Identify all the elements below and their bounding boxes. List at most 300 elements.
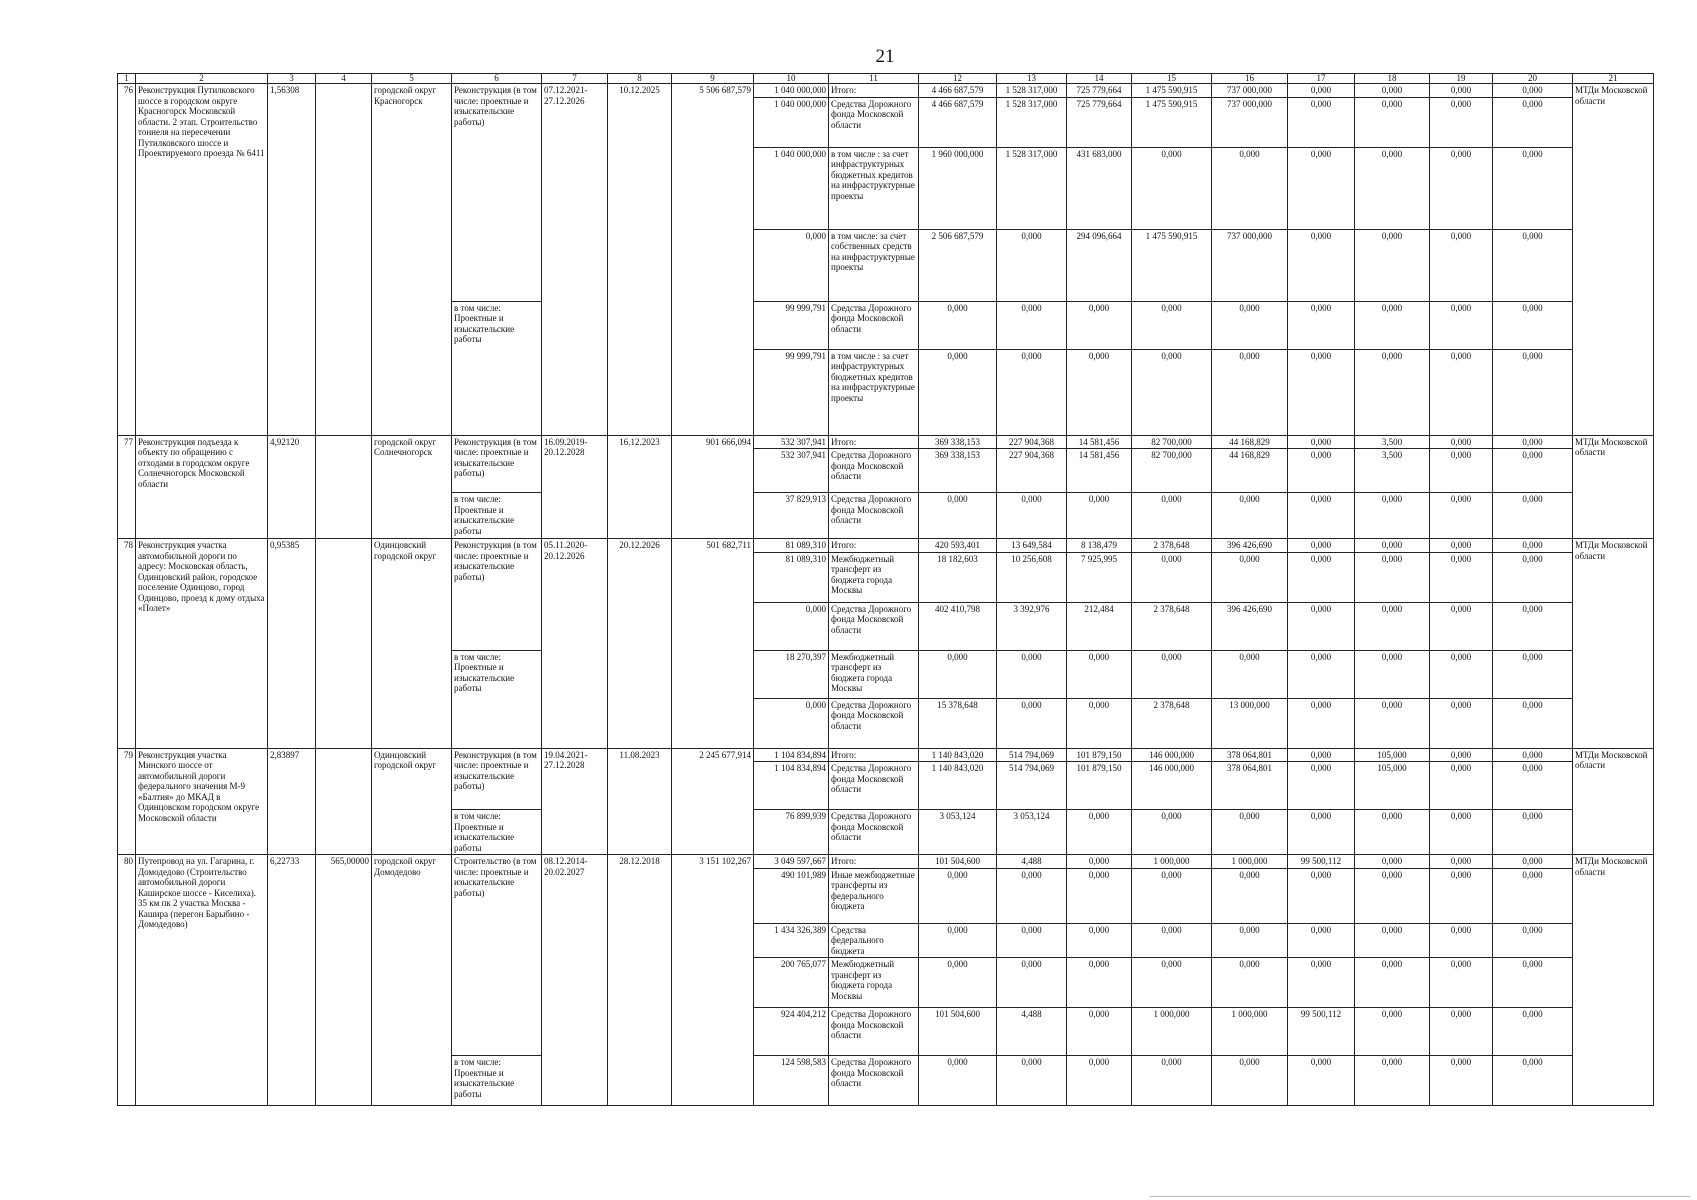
year-value: 0,000 <box>997 958 1067 1008</box>
funding-source: Средства Дорожного фонда Московской области <box>829 97 919 147</box>
year-value: 1 960 000,000 <box>919 147 997 229</box>
year-value: 0,000 <box>1355 650 1430 698</box>
work-type: в том числе: Проектные и изыскательские работы <box>452 1056 542 1106</box>
year-value: 0,000 <box>1067 868 1132 923</box>
municipality: Одинцовский городской округ <box>372 539 452 749</box>
funding-source: Межбюджетный трансферт из бюджета города Москвы <box>829 958 919 1008</box>
work-period: 16.09.2019-20.12.2028 <box>542 435 608 539</box>
year-value: 3,500 <box>1355 435 1430 449</box>
funded-amount: 1 040 000,000 <box>754 147 829 229</box>
year-value: 0,000 <box>1288 301 1355 349</box>
year-value: 0,000 <box>1288 602 1355 650</box>
year-value: 725 779,664 <box>1067 97 1132 147</box>
year-value: 0,000 <box>1493 602 1573 650</box>
column-number-1: 1 <box>118 74 136 84</box>
funding-source: Средства Дорожного фонда Московской области <box>829 602 919 650</box>
year-value: 227 904,368 <box>997 449 1067 493</box>
object-name: Реконструкция Путилковского шоссе в городском округе Красногорск Московской области. 2 этап. Строительство тоннеля на пересечении Путилковского шоссе и Проектируемого проезда № 6411 <box>136 84 268 436</box>
year-value: 1 140 843,020 <box>919 762 997 810</box>
year-value: 737 000,000 <box>1212 84 1288 98</box>
year-value: 0,000 <box>1132 349 1212 435</box>
year-value: 0,000 <box>1430 552 1493 602</box>
year-value: 0,000 <box>1493 552 1573 602</box>
year-value: 0,000 <box>1493 868 1573 923</box>
year-value: 14 581,456 <box>1067 449 1132 493</box>
year-value: 0,000 <box>1493 435 1573 449</box>
year-value: 0,000 <box>1355 602 1430 650</box>
year-value: 0,000 <box>1067 855 1132 869</box>
work-period: 05.11.2020-20.12.2026 <box>542 539 608 749</box>
funding-source: Средства Дорожного фонда Московской области <box>829 493 919 539</box>
year-value: 1 000,000 <box>1132 1008 1212 1056</box>
work-type: Реконструкция (в том числе: проектные и изыскательские работы) <box>452 84 542 302</box>
funding-source: Средства Дорожного фонда Московской области <box>829 810 919 855</box>
column-number-19: 19 <box>1430 74 1493 84</box>
year-value: 0,000 <box>1288 650 1355 698</box>
funded-amount: 99 999,791 <box>754 301 829 349</box>
year-value: 2 378,648 <box>1132 698 1212 748</box>
year-value: 0,000 <box>1067 958 1132 1008</box>
year-value: 146 000,000 <box>1132 748 1212 762</box>
year-value: 146 000,000 <box>1132 762 1212 810</box>
year-value: 0,000 <box>919 868 997 923</box>
year-value: 402 410,798 <box>919 602 997 650</box>
year-value: 0,000 <box>1493 923 1573 958</box>
year-value: 0,000 <box>1212 923 1288 958</box>
year-value: 0,000 <box>1288 958 1355 1008</box>
year-value: 431 683,000 <box>1067 147 1132 229</box>
estimated-cost: 2 245 677,914 <box>672 748 754 855</box>
year-value: 0,000 <box>997 493 1067 539</box>
year-value: 0,000 <box>1430 435 1493 449</box>
object-name: Реконструкция участка автомобильной дороги по адресу: Московская область, Одинцовский район, городское поселение Одинцово, город Одинцово, проезд к дому отдыха «Полет» <box>136 539 268 749</box>
year-value: 0,000 <box>997 868 1067 923</box>
year-value: 0,000 <box>1288 552 1355 602</box>
year-value: 0,000 <box>1355 301 1430 349</box>
funded-amount: 1 434 326,389 <box>754 923 829 958</box>
year-value: 0,000 <box>997 650 1067 698</box>
year-value: 0,000 <box>997 923 1067 958</box>
municipality: городской округ Домодедово <box>372 855 452 1106</box>
work-type: в том числе: Проектные и изыскательские работы <box>452 493 542 539</box>
work-type: в том числе: Проектные и изыскательские работы <box>452 650 542 748</box>
column-number-13: 13 <box>997 74 1067 84</box>
row-number: 77 <box>118 435 136 539</box>
year-value: 1 000,000 <box>1212 1008 1288 1056</box>
year-value: 0,000 <box>997 229 1067 301</box>
row-number: 78 <box>118 539 136 749</box>
year-value: 13 000,000 <box>1212 698 1288 748</box>
area-value <box>316 539 372 749</box>
municipality: городской округ Красногорск <box>372 84 452 436</box>
year-value: 0,000 <box>1430 650 1493 698</box>
year-value: 0,000 <box>1212 810 1288 855</box>
year-value: 0,000 <box>1493 539 1573 553</box>
year-value: 0,000 <box>1132 650 1212 698</box>
year-value: 0,000 <box>1212 493 1288 539</box>
year-value: 0,000 <box>1067 349 1132 435</box>
funded-amount: 924 404,212 <box>754 1008 829 1056</box>
year-value: 99 500,112 <box>1288 855 1355 869</box>
year-value: 4,488 <box>997 1008 1067 1056</box>
funded-amount: 81 089,310 <box>754 539 829 553</box>
funding-source: Средства Дорожного фонда Московской области <box>829 449 919 493</box>
year-value: 0,000 <box>1067 650 1132 698</box>
year-value: 0,000 <box>1067 493 1132 539</box>
year-value: 1 000,000 <box>1132 855 1212 869</box>
column-number-2: 2 <box>136 74 268 84</box>
year-value: 369 338,153 <box>919 435 997 449</box>
year-value: 0,000 <box>1430 1008 1493 1056</box>
year-value: 18 182,603 <box>919 552 997 602</box>
year-value: 1 000,000 <box>1212 855 1288 869</box>
year-value: 0,000 <box>1132 147 1212 229</box>
year-value: 212,484 <box>1067 602 1132 650</box>
table-row <box>118 539 1654 553</box>
year-value: 0,000 <box>1067 698 1132 748</box>
year-value: 0,000 <box>1430 229 1493 301</box>
year-value: 0,000 <box>1288 748 1355 762</box>
year-value: 0,000 <box>1493 748 1573 762</box>
completion-date: 16.12.2023 <box>608 435 672 539</box>
year-value: 4 466 687,579 <box>919 84 997 98</box>
funding-source: Итого: <box>829 84 919 98</box>
funded-amount: 490 101,989 <box>754 868 829 923</box>
year-value: 101 879,150 <box>1067 762 1132 810</box>
year-value: 0,000 <box>1430 539 1493 553</box>
column-number-8: 8 <box>608 74 672 84</box>
column-number-12: 12 <box>919 74 997 84</box>
year-value: 0,000 <box>1288 493 1355 539</box>
length-km: 4,92120 <box>268 435 316 539</box>
year-value: 44 168,829 <box>1212 449 1288 493</box>
year-value: 737 000,000 <box>1212 229 1288 301</box>
year-value: 0,000 <box>1430 855 1493 869</box>
year-value: 0,000 <box>1493 493 1573 539</box>
year-value: 0,000 <box>1288 810 1355 855</box>
year-value: 0,000 <box>1132 958 1212 1008</box>
funded-amount: 0,000 <box>754 698 829 748</box>
year-value: 105,000 <box>1355 762 1430 810</box>
year-value: 0,000 <box>997 698 1067 748</box>
column-number-16: 16 <box>1212 74 1288 84</box>
completion-date: 11.08.2023 <box>608 748 672 855</box>
year-value: 0,000 <box>1355 84 1430 98</box>
estimated-cost: 3 151 102,267 <box>672 855 754 1106</box>
year-value: 0,000 <box>1355 958 1430 1008</box>
year-value: 0,000 <box>1067 1008 1132 1056</box>
estimated-cost: 901 666,094 <box>672 435 754 539</box>
year-value: 0,000 <box>1355 1056 1430 1106</box>
year-value: 0,000 <box>1430 762 1493 810</box>
area-value: 565,00000 <box>316 855 372 1106</box>
responsible-body: МТДи Московской области <box>1573 748 1654 855</box>
column-number-6: 6 <box>452 74 542 84</box>
year-value: 1 140 843,020 <box>919 748 997 762</box>
year-value: 0,000 <box>1288 1056 1355 1106</box>
year-value: 2 378,648 <box>1132 602 1212 650</box>
year-value: 369 338,153 <box>919 449 997 493</box>
year-value: 3 053,124 <box>997 810 1067 855</box>
year-value: 0,000 <box>919 650 997 698</box>
year-value: 0,000 <box>1430 301 1493 349</box>
year-value: 0,000 <box>1288 435 1355 449</box>
year-value: 0,000 <box>1355 1008 1430 1056</box>
funding-source: Итого: <box>829 539 919 553</box>
object-name: Путепровод на ул. Гагарина, г. Домодедово (Строительство автомобильной дороги Каширское шоссе - Киселиха). 35 км пк 2 участка Москва - Кашира (перегон Барыбино - Домодедово) <box>136 855 268 1106</box>
year-value: 0,000 <box>1430 958 1493 1008</box>
year-value: 0,000 <box>1355 855 1430 869</box>
column-number-15: 15 <box>1132 74 1212 84</box>
year-value: 0,000 <box>1288 349 1355 435</box>
area-value <box>316 84 372 436</box>
funded-amount: 0,000 <box>754 602 829 650</box>
year-value: 0,000 <box>1493 147 1573 229</box>
year-value: 3 053,124 <box>919 810 997 855</box>
table-row <box>118 435 1654 449</box>
funding-source: Средства Дорожного фонда Московской области <box>829 1056 919 1106</box>
year-value: 0,000 <box>1355 923 1430 958</box>
year-value: 1 475 590,915 <box>1132 84 1212 98</box>
year-value: 0,000 <box>1355 147 1430 229</box>
year-value: 82 700,000 <box>1132 435 1212 449</box>
year-value: 0,000 <box>1493 97 1573 147</box>
year-value: 0,000 <box>919 958 997 1008</box>
year-value: 0,000 <box>1493 449 1573 493</box>
funded-amount: 532 307,941 <box>754 449 829 493</box>
funded-amount: 1 040 000,000 <box>754 84 829 98</box>
year-value: 0,000 <box>1493 762 1573 810</box>
year-value: 13 649,584 <box>997 539 1067 553</box>
funded-amount: 76 899,939 <box>754 810 829 855</box>
year-value: 0,000 <box>1355 493 1430 539</box>
year-value: 0,000 <box>997 1056 1067 1106</box>
page-number: 21 <box>875 46 895 67</box>
year-value: 0,000 <box>1493 650 1573 698</box>
year-value: 0,000 <box>1288 539 1355 553</box>
column-number-3: 3 <box>268 74 316 84</box>
year-value: 0,000 <box>1355 552 1430 602</box>
year-value: 1 528 317,000 <box>997 97 1067 147</box>
estimated-cost: 5 506 687,579 <box>672 84 754 436</box>
year-value: 0,000 <box>1493 229 1573 301</box>
funding-source: Средства Дорожного фонда Московской области <box>829 698 919 748</box>
year-value: 101 879,150 <box>1067 748 1132 762</box>
year-value: 0,000 <box>1288 97 1355 147</box>
year-value: 0,000 <box>1430 748 1493 762</box>
year-value: 4,488 <box>997 855 1067 869</box>
table-row <box>118 855 1654 869</box>
work-period: 19.04.2021-27.12.2028 <box>542 748 608 855</box>
municipality: городской округ Солнечногорск <box>372 435 452 539</box>
year-value: 0,000 <box>1212 958 1288 1008</box>
year-value: 0,000 <box>1355 868 1430 923</box>
year-value: 0,000 <box>919 1056 997 1106</box>
column-number-20: 20 <box>1493 74 1573 84</box>
budget-table <box>117 73 1654 1106</box>
year-value: 44 168,829 <box>1212 435 1288 449</box>
budget-table-container <box>117 73 1653 1108</box>
year-value: 0,000 <box>1288 449 1355 493</box>
completion-date: 20.12.2026 <box>608 539 672 749</box>
column-number-10: 10 <box>754 74 829 84</box>
year-value: 0,000 <box>1212 868 1288 923</box>
funding-source: Средства Дорожного фонда Московской области <box>829 762 919 810</box>
year-value: 0,000 <box>1430 810 1493 855</box>
year-value: 0,000 <box>1493 855 1573 869</box>
year-value: 0,000 <box>1132 493 1212 539</box>
year-value: 0,000 <box>1212 301 1288 349</box>
funded-amount: 200 765,077 <box>754 958 829 1008</box>
year-value: 0,000 <box>1493 1008 1573 1056</box>
year-value: 0,000 <box>1212 650 1288 698</box>
year-value: 0,000 <box>1430 1056 1493 1106</box>
row-number: 80 <box>118 855 136 1106</box>
year-value: 0,000 <box>1430 698 1493 748</box>
work-type: Реконструкция (в том числе: проектные и изыскательские работы) <box>452 435 542 493</box>
municipality: Одинцовский городской округ <box>372 748 452 855</box>
year-value: 0,000 <box>1288 147 1355 229</box>
completion-date: 28.12.2018 <box>608 855 672 1106</box>
column-number-7: 7 <box>542 74 608 84</box>
year-value: 0,000 <box>1430 349 1493 435</box>
column-number-5: 5 <box>372 74 452 84</box>
funding-source: Итого: <box>829 855 919 869</box>
funded-amount: 532 307,941 <box>754 435 829 449</box>
funding-source: Итого: <box>829 435 919 449</box>
row-number: 76 <box>118 84 136 436</box>
year-value: 0,000 <box>1212 349 1288 435</box>
column-number-14: 14 <box>1067 74 1132 84</box>
year-value: 7 925,995 <box>1067 552 1132 602</box>
year-value: 396 426,690 <box>1212 602 1288 650</box>
length-km: 2,83897 <box>268 748 316 855</box>
funding-source: Средства федерального бюджета <box>829 923 919 958</box>
year-value: 0,000 <box>1355 539 1430 553</box>
year-value: 101 504,600 <box>919 855 997 869</box>
year-value: 0,000 <box>1212 552 1288 602</box>
responsible-body: МТДи Московской области <box>1573 539 1654 749</box>
year-value: 0,000 <box>1132 810 1212 855</box>
year-value: 420 593,401 <box>919 539 997 553</box>
year-value: 0,000 <box>1132 301 1212 349</box>
year-value: 227 904,368 <box>997 435 1067 449</box>
year-value: 0,000 <box>1212 147 1288 229</box>
column-number-row <box>118 74 1654 84</box>
year-value: 0,000 <box>1493 958 1573 1008</box>
year-value: 0,000 <box>1132 1056 1212 1106</box>
work-type: в том числе: Проектные и изыскательские работы <box>452 301 542 435</box>
funding-source: Межбюджетный трансферт из бюджета города Москвы <box>829 552 919 602</box>
work-type: в том числе: Проектные и изыскательские работы <box>452 810 542 855</box>
year-value: 0,000 <box>1212 1056 1288 1106</box>
year-value: 0,000 <box>1132 923 1212 958</box>
year-value: 0,000 <box>1430 493 1493 539</box>
year-value: 2 506 687,579 <box>919 229 997 301</box>
year-value: 378 064,801 <box>1212 748 1288 762</box>
year-value: 0,000 <box>1493 301 1573 349</box>
funded-amount: 1 104 834,894 <box>754 748 829 762</box>
year-value: 0,000 <box>1067 923 1132 958</box>
year-value: 2 378,648 <box>1132 539 1212 553</box>
year-value: 0,000 <box>1288 84 1355 98</box>
year-value: 0,000 <box>1430 923 1493 958</box>
year-value: 10 256,608 <box>997 552 1067 602</box>
object-name: Реконструкция участка Минского шоссе от автомобильной дороги федерального значения М-9 «Балтия» до МКАД в Одинцовском городском округе Московской области <box>136 748 268 855</box>
year-value: 725 779,664 <box>1067 84 1132 98</box>
column-number-21: 21 <box>1573 74 1654 84</box>
work-period: 08.12.2014-20.02.2027 <box>542 855 608 1106</box>
year-value: 1 475 590,915 <box>1132 97 1212 147</box>
responsible-body: МТДи Московской области <box>1573 435 1654 539</box>
year-value: 101 504,600 <box>919 1008 997 1056</box>
year-value: 0,000 <box>1288 698 1355 748</box>
year-value: 3,500 <box>1355 449 1430 493</box>
year-value: 0,000 <box>1430 868 1493 923</box>
funding-source: Средства Дорожного фонда Московской области <box>829 1008 919 1056</box>
year-value: 1 475 590,915 <box>1132 229 1212 301</box>
year-value: 0,000 <box>1493 84 1573 98</box>
funded-amount: 81 089,310 <box>754 552 829 602</box>
year-value: 0,000 <box>1355 810 1430 855</box>
funding-source: Межбюджетный трансферт из бюджета города Москвы <box>829 650 919 698</box>
year-value: 82 700,000 <box>1132 449 1212 493</box>
funded-amount: 1 104 834,894 <box>754 762 829 810</box>
year-value: 0,000 <box>919 923 997 958</box>
year-value: 378 064,801 <box>1212 762 1288 810</box>
column-number-4: 4 <box>316 74 372 84</box>
funding-source: Итого: <box>829 748 919 762</box>
work-type: Реконструкция (в том числе: проектные и изыскательские работы) <box>452 748 542 810</box>
year-value: 0,000 <box>1288 923 1355 958</box>
funding-source: в том числе: за счет собственных средств на инфраструктурные проекты <box>829 229 919 301</box>
year-value: 0,000 <box>1288 229 1355 301</box>
table-row <box>118 84 1654 98</box>
area-value <box>316 748 372 855</box>
year-value: 0,000 <box>919 349 997 435</box>
year-value: 0,000 <box>1067 1056 1132 1106</box>
year-value: 514 794,069 <box>997 748 1067 762</box>
length-km: 0,95385 <box>268 539 316 749</box>
year-value: 514 794,069 <box>997 762 1067 810</box>
funding-source: в том числе : за счет инфраструктурных бюджетных кредитов на инфраструктурные проекты <box>829 349 919 435</box>
column-number-11: 11 <box>829 74 919 84</box>
year-value: 0,000 <box>1288 762 1355 810</box>
year-value: 0,000 <box>1355 229 1430 301</box>
year-value: 4 466 687,579 <box>919 97 997 147</box>
year-value: 0,000 <box>1355 349 1430 435</box>
year-value: 14 581,456 <box>1067 435 1132 449</box>
year-value: 105,000 <box>1355 748 1430 762</box>
year-value: 0,000 <box>997 349 1067 435</box>
length-km: 1,56308 <box>268 84 316 436</box>
year-value: 0,000 <box>1430 602 1493 650</box>
year-value: 0,000 <box>1067 301 1132 349</box>
year-value: 0,000 <box>1430 97 1493 147</box>
work-period: 07.12.2021-27.12.2026 <box>542 84 608 436</box>
responsible-body: МТДи Московской области <box>1573 84 1654 436</box>
completion-date: 10.12.2025 <box>608 84 672 436</box>
year-value: 0,000 <box>1493 1056 1573 1106</box>
year-value: 0,000 <box>1355 698 1430 748</box>
year-value: 1 528 317,000 <box>997 147 1067 229</box>
funded-amount: 0,000 <box>754 229 829 301</box>
year-value: 0,000 <box>919 301 997 349</box>
year-value: 0,000 <box>919 493 997 539</box>
table-row <box>118 748 1654 762</box>
funding-source: Средства Дорожного фонда Московской области <box>829 301 919 349</box>
year-value: 0,000 <box>997 301 1067 349</box>
